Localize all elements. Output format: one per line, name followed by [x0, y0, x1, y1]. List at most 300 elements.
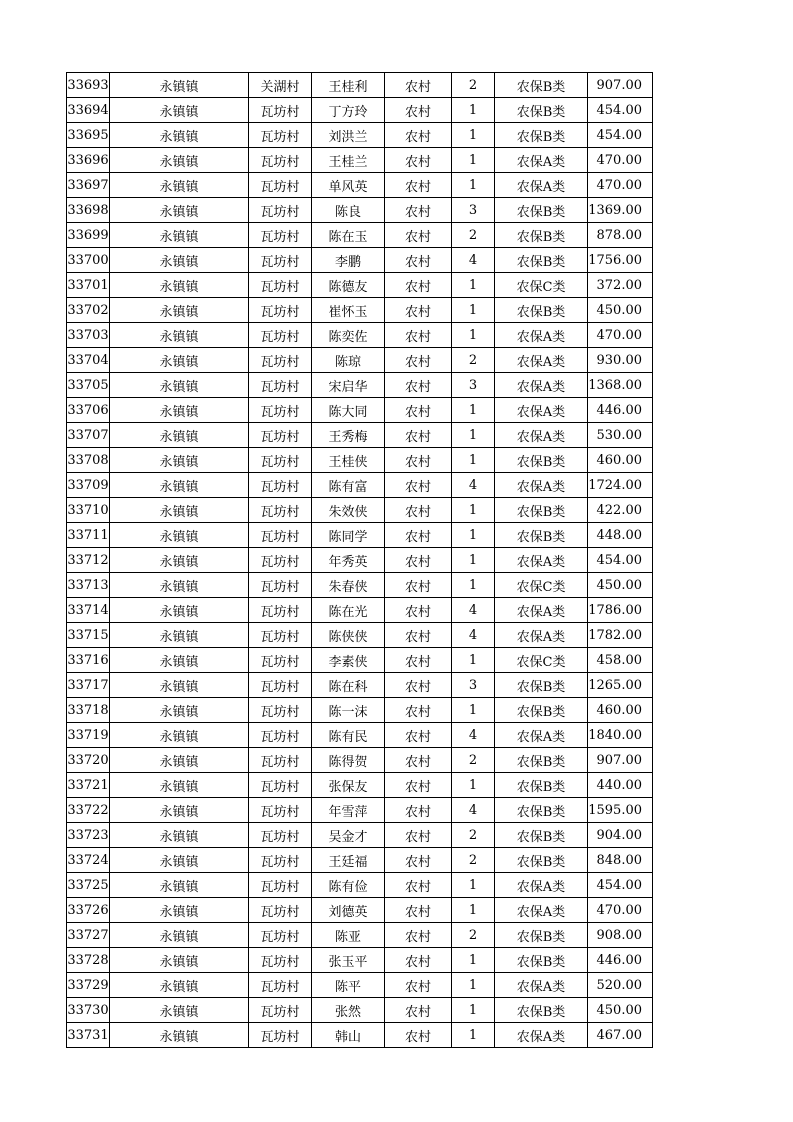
amount-cell: 454.00: [588, 123, 653, 148]
insurance-category-cell: 农保C类: [495, 573, 588, 598]
household-count-cell: 1: [452, 173, 495, 198]
table-row: [67, 898, 653, 923]
table-row: [67, 823, 653, 848]
record-id-cell: 33705: [67, 373, 110, 398]
name-cell: 丁方玲: [312, 98, 385, 123]
area-type-cell: 农村: [385, 248, 452, 273]
table-row: [67, 773, 653, 798]
household-count-cell: 4: [452, 723, 495, 748]
name-cell: 陈侠侠: [312, 623, 385, 648]
name-cell: 陈良: [312, 198, 385, 223]
table-row: [67, 323, 653, 348]
record-id-cell: 33709: [67, 473, 110, 498]
village-cell: 瓦坊村: [249, 598, 312, 623]
table-row: [67, 973, 653, 998]
household-count-cell: 1: [452, 948, 495, 973]
household-count-cell: 3: [452, 198, 495, 223]
town-cell: 永镇镇: [110, 823, 249, 848]
record-id-cell: 33713: [67, 573, 110, 598]
record-id-cell: 33715: [67, 623, 110, 648]
insurance-category-cell: 农保B类: [495, 948, 588, 973]
record-id-cell: 33724: [67, 848, 110, 873]
town-cell: 永镇镇: [110, 298, 249, 323]
town-cell: 永镇镇: [110, 673, 249, 698]
insurance-category-cell: 农保B类: [495, 448, 588, 473]
name-cell: 朱春侠: [312, 573, 385, 598]
records-table: [66, 72, 653, 1048]
table-row: [67, 873, 653, 898]
name-cell: 陈平: [312, 973, 385, 998]
village-cell: 瓦坊村: [249, 873, 312, 898]
area-type-cell: 农村: [385, 773, 452, 798]
record-id-cell: 33728: [67, 948, 110, 973]
amount-cell: 450.00: [588, 998, 653, 1023]
town-cell: 永镇镇: [110, 923, 249, 948]
amount-cell: 446.00: [588, 398, 653, 423]
insurance-category-cell: 农保B类: [495, 248, 588, 273]
record-id-cell: 33695: [67, 123, 110, 148]
town-cell: 永镇镇: [110, 623, 249, 648]
name-cell: 朱效侠: [312, 498, 385, 523]
area-type-cell: 农村: [385, 473, 452, 498]
record-id-cell: 33712: [67, 548, 110, 573]
insurance-category-cell: 农保B类: [495, 823, 588, 848]
town-cell: 永镇镇: [110, 248, 249, 273]
town-cell: 永镇镇: [110, 948, 249, 973]
record-id-cell: 33717: [67, 673, 110, 698]
amount-cell: 930.00: [588, 348, 653, 373]
name-cell: 王秀梅: [312, 423, 385, 448]
village-cell: 瓦坊村: [249, 773, 312, 798]
household-count-cell: 1: [452, 523, 495, 548]
village-cell: 瓦坊村: [249, 523, 312, 548]
name-cell: 陈琼: [312, 348, 385, 373]
record-id-cell: 33719: [67, 723, 110, 748]
town-cell: 永镇镇: [110, 473, 249, 498]
village-cell: 瓦坊村: [249, 798, 312, 823]
amount-cell: 467.00: [588, 1023, 653, 1048]
table-row: [67, 798, 653, 823]
record-id-cell: 33726: [67, 898, 110, 923]
village-cell: 瓦坊村: [249, 423, 312, 448]
table-row: [67, 673, 653, 698]
name-cell: 陈在科: [312, 673, 385, 698]
area-type-cell: 农村: [385, 173, 452, 198]
household-count-cell: 1: [452, 273, 495, 298]
area-type-cell: 农村: [385, 673, 452, 698]
village-cell: 瓦坊村: [249, 548, 312, 573]
name-cell: 崔怀玉: [312, 298, 385, 323]
town-cell: 永镇镇: [110, 748, 249, 773]
area-type-cell: 农村: [385, 848, 452, 873]
name-cell: 张然: [312, 998, 385, 1023]
household-count-cell: 1: [452, 973, 495, 998]
household-count-cell: 4: [452, 798, 495, 823]
name-cell: 陈奕佐: [312, 323, 385, 348]
household-count-cell: 1: [452, 573, 495, 598]
insurance-category-cell: 农保A类: [495, 898, 588, 923]
household-count-cell: 2: [452, 348, 495, 373]
record-id-cell: 33731: [67, 1023, 110, 1048]
area-type-cell: 农村: [385, 923, 452, 948]
town-cell: 永镇镇: [110, 973, 249, 998]
records-table-body: [67, 73, 653, 1048]
village-cell: 瓦坊村: [249, 698, 312, 723]
town-cell: 永镇镇: [110, 373, 249, 398]
amount-cell: 1724.00: [588, 473, 653, 498]
name-cell: 宋启华: [312, 373, 385, 398]
village-cell: 瓦坊村: [249, 373, 312, 398]
record-id-cell: 33725: [67, 873, 110, 898]
table-row: [67, 223, 653, 248]
village-cell: 瓦坊村: [249, 898, 312, 923]
amount-cell: 904.00: [588, 823, 653, 848]
insurance-category-cell: 农保B类: [495, 123, 588, 148]
table-row: [67, 198, 653, 223]
town-cell: 永镇镇: [110, 898, 249, 923]
area-type-cell: 农村: [385, 598, 452, 623]
amount-cell: 907.00: [588, 748, 653, 773]
name-cell: 陈一沫: [312, 698, 385, 723]
household-count-cell: 1: [452, 998, 495, 1023]
record-id-cell: 33701: [67, 273, 110, 298]
household-count-cell: 2: [452, 73, 495, 98]
area-type-cell: 农村: [385, 423, 452, 448]
name-cell: 吴金才: [312, 823, 385, 848]
name-cell: 陈同学: [312, 523, 385, 548]
village-cell: 关湖村: [249, 73, 312, 98]
record-id-cell: 33697: [67, 173, 110, 198]
amount-cell: 1782.00: [588, 623, 653, 648]
amount-cell: 530.00: [588, 423, 653, 448]
table-row: [67, 598, 653, 623]
insurance-category-cell: 农保A类: [495, 398, 588, 423]
name-cell: 陈有富: [312, 473, 385, 498]
insurance-category-cell: 农保B类: [495, 73, 588, 98]
village-cell: 瓦坊村: [249, 98, 312, 123]
name-cell: 陈得贺: [312, 748, 385, 773]
table-row: [67, 448, 653, 473]
amount-cell: 440.00: [588, 773, 653, 798]
table-row: [67, 273, 653, 298]
amount-cell: 460.00: [588, 448, 653, 473]
record-id-cell: 33707: [67, 423, 110, 448]
amount-cell: 1265.00: [588, 673, 653, 698]
name-cell: 陈亚: [312, 923, 385, 948]
amount-cell: 422.00: [588, 498, 653, 523]
record-id-cell: 33696: [67, 148, 110, 173]
table-row: [67, 523, 653, 548]
name-cell: 张玉平: [312, 948, 385, 973]
town-cell: 永镇镇: [110, 423, 249, 448]
record-id-cell: 33699: [67, 223, 110, 248]
household-count-cell: 1: [452, 873, 495, 898]
insurance-category-cell: 农保B类: [495, 798, 588, 823]
record-id-cell: 33694: [67, 98, 110, 123]
village-cell: 瓦坊村: [249, 498, 312, 523]
record-id-cell: 33711: [67, 523, 110, 548]
village-cell: 瓦坊村: [249, 198, 312, 223]
town-cell: 永镇镇: [110, 148, 249, 173]
town-cell: 永镇镇: [110, 1023, 249, 1048]
town-cell: 永镇镇: [110, 548, 249, 573]
household-count-cell: 1: [452, 148, 495, 173]
household-count-cell: 1: [452, 423, 495, 448]
name-cell: 王廷福: [312, 848, 385, 873]
area-type-cell: 农村: [385, 98, 452, 123]
area-type-cell: 农村: [385, 573, 452, 598]
household-count-cell: 1: [452, 698, 495, 723]
amount-cell: 454.00: [588, 873, 653, 898]
name-cell: 韩山: [312, 1023, 385, 1048]
insurance-category-cell: 农保A类: [495, 348, 588, 373]
amount-cell: 372.00: [588, 273, 653, 298]
town-cell: 永镇镇: [110, 348, 249, 373]
name-cell: 陈有民: [312, 723, 385, 748]
town-cell: 永镇镇: [110, 598, 249, 623]
area-type-cell: 农村: [385, 373, 452, 398]
amount-cell: 878.00: [588, 223, 653, 248]
village-cell: 瓦坊村: [249, 748, 312, 773]
town-cell: 永镇镇: [110, 448, 249, 473]
area-type-cell: 农村: [385, 823, 452, 848]
amount-cell: 1369.00: [588, 198, 653, 223]
name-cell: 陈有俭: [312, 873, 385, 898]
record-id-cell: 33730: [67, 998, 110, 1023]
household-count-cell: 1: [452, 323, 495, 348]
record-id-cell: 33718: [67, 698, 110, 723]
insurance-category-cell: 农保A类: [495, 148, 588, 173]
table-row: [67, 573, 653, 598]
village-cell: 瓦坊村: [249, 723, 312, 748]
table-row: [67, 1023, 653, 1048]
household-count-cell: 1: [452, 98, 495, 123]
name-cell: 王桂利: [312, 73, 385, 98]
amount-cell: 908.00: [588, 923, 653, 948]
insurance-category-cell: 农保B类: [495, 773, 588, 798]
area-type-cell: 农村: [385, 623, 452, 648]
record-id-cell: 33702: [67, 298, 110, 323]
record-id-cell: 33700: [67, 248, 110, 273]
village-cell: 瓦坊村: [249, 123, 312, 148]
village-cell: 瓦坊村: [249, 473, 312, 498]
village-cell: 瓦坊村: [249, 573, 312, 598]
record-id-cell: 33703: [67, 323, 110, 348]
village-cell: 瓦坊村: [249, 973, 312, 998]
amount-cell: 454.00: [588, 548, 653, 573]
town-cell: 永镇镇: [110, 698, 249, 723]
table-row: [67, 998, 653, 1023]
table-row: [67, 698, 653, 723]
insurance-category-cell: 农保B类: [495, 523, 588, 548]
insurance-category-cell: 农保B类: [495, 498, 588, 523]
town-cell: 永镇镇: [110, 98, 249, 123]
village-cell: 瓦坊村: [249, 448, 312, 473]
area-type-cell: 农村: [385, 298, 452, 323]
name-cell: 刘德英: [312, 898, 385, 923]
area-type-cell: 农村: [385, 73, 452, 98]
village-cell: 瓦坊村: [249, 173, 312, 198]
name-cell: 张保友: [312, 773, 385, 798]
area-type-cell: 农村: [385, 798, 452, 823]
village-cell: 瓦坊村: [249, 1023, 312, 1048]
table-row: [67, 123, 653, 148]
household-count-cell: 1: [452, 448, 495, 473]
town-cell: 永镇镇: [110, 873, 249, 898]
record-id-cell: 33727: [67, 923, 110, 948]
record-id-cell: 33714: [67, 598, 110, 623]
village-cell: 瓦坊村: [249, 223, 312, 248]
town-cell: 永镇镇: [110, 798, 249, 823]
insurance-category-cell: 农保A类: [495, 173, 588, 198]
area-type-cell: 农村: [385, 748, 452, 773]
amount-cell: 470.00: [588, 323, 653, 348]
insurance-category-cell: 农保B类: [495, 748, 588, 773]
name-cell: 单风英: [312, 173, 385, 198]
village-cell: 瓦坊村: [249, 348, 312, 373]
table-row: [67, 648, 653, 673]
insurance-category-cell: 农保A类: [495, 973, 588, 998]
insurance-category-cell: 农保B类: [495, 98, 588, 123]
insurance-category-cell: 农保B类: [495, 848, 588, 873]
household-count-cell: 1: [452, 298, 495, 323]
town-cell: 永镇镇: [110, 273, 249, 298]
household-count-cell: 4: [452, 623, 495, 648]
insurance-category-cell: 农保B类: [495, 298, 588, 323]
table-row: [67, 923, 653, 948]
town-cell: 永镇镇: [110, 723, 249, 748]
town-cell: 永镇镇: [110, 198, 249, 223]
record-id-cell: 33722: [67, 798, 110, 823]
town-cell: 永镇镇: [110, 848, 249, 873]
area-type-cell: 农村: [385, 723, 452, 748]
village-cell: 瓦坊村: [249, 248, 312, 273]
town-cell: 永镇镇: [110, 123, 249, 148]
household-count-cell: 2: [452, 823, 495, 848]
table-row: [67, 373, 653, 398]
area-type-cell: 农村: [385, 123, 452, 148]
village-cell: 瓦坊村: [249, 398, 312, 423]
household-count-cell: 1: [452, 498, 495, 523]
amount-cell: 450.00: [588, 298, 653, 323]
area-type-cell: 农村: [385, 1023, 452, 1048]
amount-cell: 907.00: [588, 73, 653, 98]
name-cell: 陈在玉: [312, 223, 385, 248]
village-cell: 瓦坊村: [249, 998, 312, 1023]
table-row: [67, 748, 653, 773]
table-row: [67, 98, 653, 123]
area-type-cell: 农村: [385, 898, 452, 923]
area-type-cell: 农村: [385, 548, 452, 573]
amount-cell: 470.00: [588, 148, 653, 173]
area-type-cell: 农村: [385, 198, 452, 223]
village-cell: 瓦坊村: [249, 148, 312, 173]
area-type-cell: 农村: [385, 498, 452, 523]
insurance-category-cell: 农保A类: [495, 723, 588, 748]
town-cell: 永镇镇: [110, 523, 249, 548]
town-cell: 永镇镇: [110, 648, 249, 673]
amount-cell: 1786.00: [588, 598, 653, 623]
name-cell: 陈在光: [312, 598, 385, 623]
area-type-cell: 农村: [385, 648, 452, 673]
amount-cell: 470.00: [588, 173, 653, 198]
name-cell: 年秀英: [312, 548, 385, 573]
household-count-cell: 2: [452, 748, 495, 773]
amount-cell: 460.00: [588, 698, 653, 723]
table-row: [67, 548, 653, 573]
area-type-cell: 农村: [385, 348, 452, 373]
insurance-category-cell: 农保A类: [495, 323, 588, 348]
record-id-cell: 33698: [67, 198, 110, 223]
area-type-cell: 农村: [385, 323, 452, 348]
amount-cell: 520.00: [588, 973, 653, 998]
town-cell: 永镇镇: [110, 173, 249, 198]
insurance-category-cell: 农保B类: [495, 673, 588, 698]
insurance-category-cell: 农保A类: [495, 598, 588, 623]
household-count-cell: 4: [452, 598, 495, 623]
town-cell: 永镇镇: [110, 498, 249, 523]
record-id-cell: 33704: [67, 348, 110, 373]
table-row: [67, 723, 653, 748]
area-type-cell: 农村: [385, 273, 452, 298]
insurance-category-cell: 农保A类: [495, 373, 588, 398]
household-count-cell: 4: [452, 473, 495, 498]
insurance-category-cell: 农保A类: [495, 423, 588, 448]
household-count-cell: 2: [452, 223, 495, 248]
town-cell: 永镇镇: [110, 223, 249, 248]
insurance-category-cell: 农保B类: [495, 998, 588, 1023]
insurance-category-cell: 农保B类: [495, 698, 588, 723]
area-type-cell: 农村: [385, 148, 452, 173]
household-count-cell: 1: [452, 123, 495, 148]
insurance-category-cell: 农保C类: [495, 648, 588, 673]
insurance-category-cell: 农保A类: [495, 623, 588, 648]
record-id-cell: 33720: [67, 748, 110, 773]
area-type-cell: 农村: [385, 948, 452, 973]
amount-cell: 446.00: [588, 948, 653, 973]
area-type-cell: 农村: [385, 398, 452, 423]
insurance-category-cell: 农保B类: [495, 198, 588, 223]
village-cell: 瓦坊村: [249, 673, 312, 698]
village-cell: 瓦坊村: [249, 948, 312, 973]
insurance-category-cell: 农保B类: [495, 923, 588, 948]
amount-cell: 450.00: [588, 573, 653, 598]
table-row: [67, 398, 653, 423]
area-type-cell: 农村: [385, 873, 452, 898]
household-count-cell: 2: [452, 848, 495, 873]
name-cell: 年雪萍: [312, 798, 385, 823]
town-cell: 永镇镇: [110, 573, 249, 598]
area-type-cell: 农村: [385, 998, 452, 1023]
village-cell: 瓦坊村: [249, 923, 312, 948]
record-id-cell: 33706: [67, 398, 110, 423]
village-cell: 瓦坊村: [249, 273, 312, 298]
record-id-cell: 33716: [67, 648, 110, 673]
name-cell: 李鹏: [312, 248, 385, 273]
insurance-category-cell: 农保A类: [495, 473, 588, 498]
village-cell: 瓦坊村: [249, 848, 312, 873]
insurance-category-cell: 农保A类: [495, 548, 588, 573]
town-cell: 永镇镇: [110, 398, 249, 423]
table-row: [67, 423, 653, 448]
record-id-cell: 33710: [67, 498, 110, 523]
table-row: [67, 848, 653, 873]
record-id-cell: 33723: [67, 823, 110, 848]
table-row: [67, 73, 653, 98]
area-type-cell: 农村: [385, 223, 452, 248]
insurance-category-cell: 农保A类: [495, 1023, 588, 1048]
insurance-category-cell: 农保B类: [495, 223, 588, 248]
